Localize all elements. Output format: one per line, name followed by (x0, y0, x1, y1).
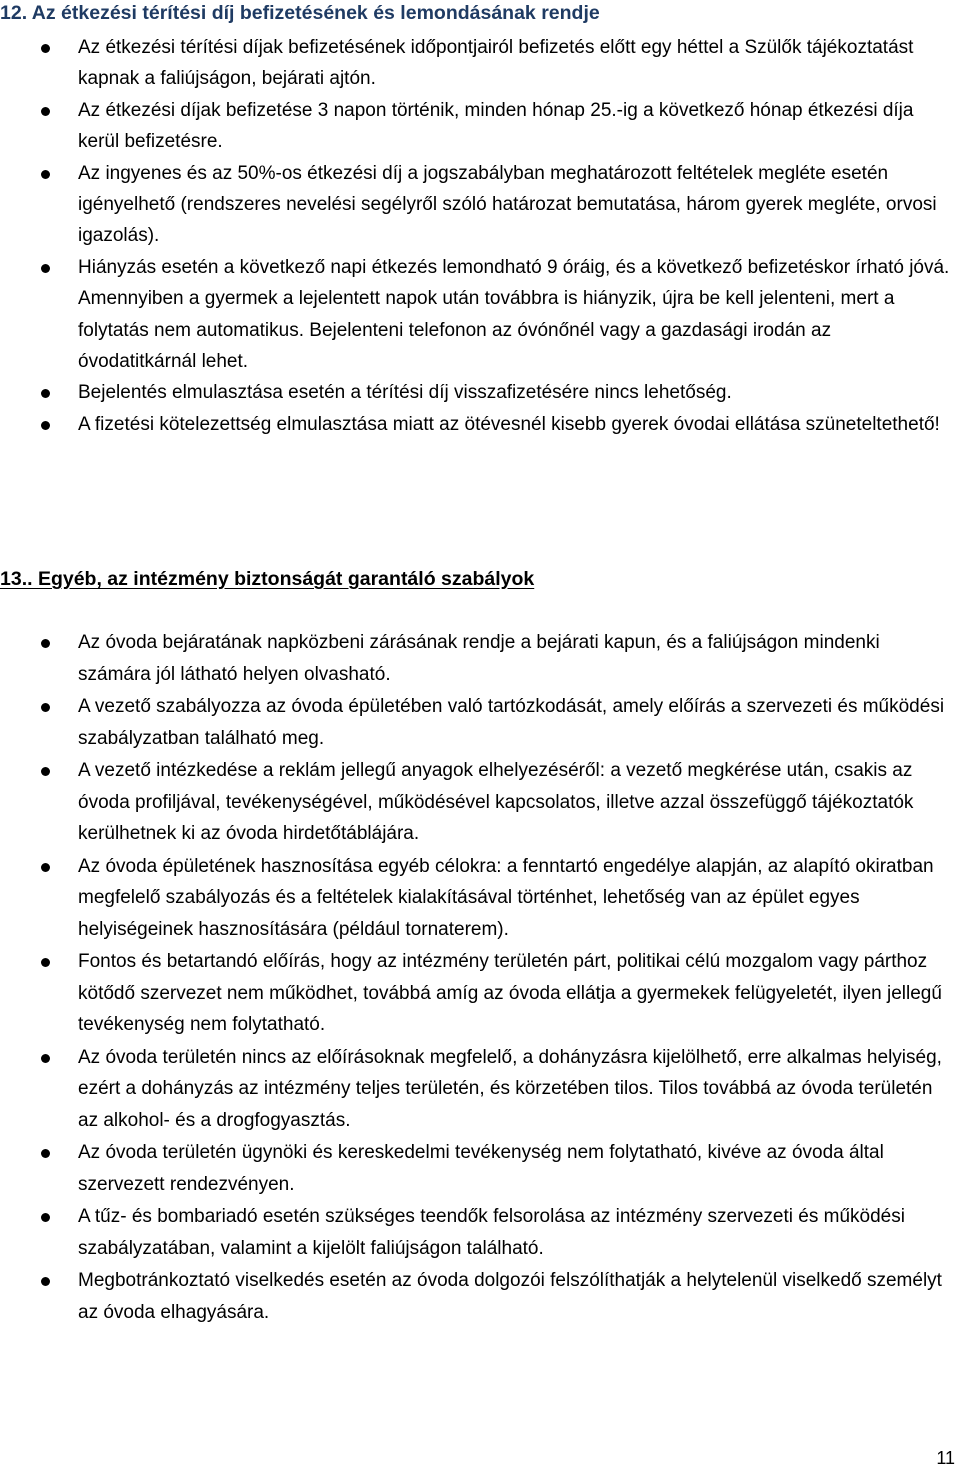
bullet-icon (41, 1277, 50, 1286)
list-item (0, 32, 960, 95)
list-item (0, 1265, 960, 1328)
bullet-icon (41, 958, 50, 967)
list-item (0, 851, 960, 946)
list-item-text: A tűz- és bombariadó esetén szükséges teendők felsorolása az intézmény szervezeti és működési szabályzatában, valamint a kijelölt faliújságon található. (78, 1206, 905, 1259)
list-item (0, 755, 960, 850)
list-item-text: Az óvoda épületének hasznosítása egyéb célokra: a fenntartó engedélye alapján, az alapító okiratban megfelelő szabályozás és a feltételek kialakításával történhet, lehetőség van az épület egyes helyiségeinek hasznosítására (például tornaterem). (78, 855, 934, 940)
list-item-text: Megbotránkoztató viselkedés esetén az óvoda dolgozói felszólíthatják a helytelenül viselkedő személyt az óvoda elhagyására. (78, 1270, 942, 1323)
list-item-text: Az óvoda bejáratának napközbeni zárásának rendje a bejárati kapun, és a faliújságon mindenki számára jól látható helyen olvasható. (78, 632, 880, 685)
list-item-text: Az óvoda területén nincs az előírásoknak megfelelő, a dohányzásra kijelölhető, erre alkalmas helyiség, ezért a dohányzás az intézmény teljes területén, és körzetében tilos. Tilos továbbá az óvoda területén az alkohol- és a drogfogyasztás. (78, 1046, 942, 1131)
bullet-icon (41, 1213, 50, 1222)
bullet-icon (41, 421, 50, 430)
list-item-text: A fizetési kötelezettség elmulasztása miatt az ötévesnél kisebb gyerek óvodai ellátása szüneteltethető! (78, 413, 940, 435)
list-item (0, 627, 960, 690)
section-13-list (0, 627, 960, 1329)
list-item (0, 691, 960, 754)
list-item-text: Fontos és betartandó előírás, hogy az intézmény területén párt, politikai célú mozgalom vagy párthoz kötődő szervezet nem működhet, továbbá amíg az óvoda ellátja a gyermekek felügyeletét, ilyen jellegű tevékenység nem folytatható. (78, 951, 942, 1035)
list-item-text: Bejelentés elmulasztása esetén a térítési díj visszafizetésére nincs lehetőség. (78, 382, 732, 404)
bullet-icon (41, 639, 50, 648)
list-item-text: Hiányzás esetén a következő napi étkezés lemondható 9 óráig, és a következő befizetéskor írható jóvá. Amennyiben a gyermek a lejelentett napok után továbbra is hiányzik, újra be kell jelenteni, mert a folytatás nem automatikus. Bejelenteni telefonon az óvónőnél vagy a gazdasági irodán az óvodatitkárnál lehet. (78, 256, 950, 373)
section-12-heading: 12. Az étkezési térítési díj befizetésének és lemondásának rendje (0, 2, 600, 24)
list-item-text: A vezető szabályozza az óvoda épületében való tartózkodását, amely előírás a szervezeti és működési szabályzatban található meg. (78, 696, 945, 749)
list-item (0, 1137, 960, 1200)
page-number: 11 (936, 1448, 955, 1468)
bullet-icon (41, 863, 50, 872)
list-item (0, 409, 960, 440)
list-item-text: Az óvoda területén ügynöki és kereskedelmi tevékenység nem folytatható, kivéve az óvoda által szervezett rendezvényen. (78, 1142, 884, 1195)
list-item (0, 158, 960, 252)
list-item-text: A vezető intézkedése a reklám jellegű anyagok elhelyezéséről: a vezető megkérése után, csakis az óvoda profiljával, tevékenységével, működésével kapcsolatos, illetve azzal összefüggő tájékoztatók kerülhetnek ki az óvoda hirdetőtáblájára. (78, 760, 914, 844)
list-item (0, 252, 960, 378)
bullet-icon (41, 767, 50, 776)
bullet-icon (41, 264, 50, 273)
bullet-icon (41, 1149, 50, 1158)
bullet-icon (41, 389, 50, 398)
list-item (0, 1201, 960, 1264)
bullet-icon (41, 44, 50, 53)
bullet-icon (41, 107, 50, 116)
list-item (0, 1042, 960, 1137)
section-13-heading: 13.. Egyéb, az intézmény biztonságát garantáló szabályok (0, 568, 535, 590)
list-item-text: Az étkezési díjak befizetése 3 napon történik, minden hónap 25.-ig a következő hónap étkezési díja kerül befizetésre. (78, 99, 914, 153)
section-12-list (0, 32, 960, 440)
list-item (0, 95, 960, 158)
bullet-icon (41, 703, 50, 712)
list-item-text: Az étkezési térítési díjak befizetésének időpontjairól befizetés előtt egy héttel a Szülők tájékoztatást kapnak a faliújságon, bejárati ajtón. (78, 37, 914, 90)
list-item (0, 946, 960, 1041)
bullet-icon (41, 170, 50, 179)
bullet-icon (41, 1054, 50, 1063)
list-item-text: Az ingyenes és az 50%-os étkezési díj a jogszabályban meghatározott feltételek megléte esetén igényelhető (rendszeres nevelési segélyről szóló határozat bemutatása, három gyerek megléte, orvosi igazolás). (78, 162, 937, 247)
list-item (0, 377, 960, 408)
